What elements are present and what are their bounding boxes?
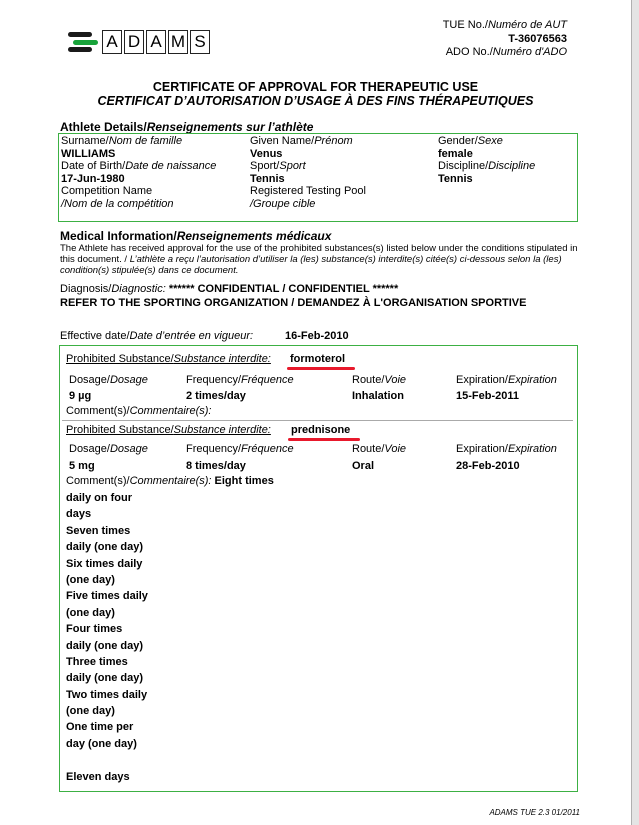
competition-label: Competition Name [61,185,153,197]
substance-separator [62,420,573,421]
comment-line: daily on four [66,492,132,504]
given-name-value: Venus [250,148,283,160]
substance-2-label: Prohibited Substance/Substance interdite: [66,424,271,436]
athlete-details-heading: Athlete Details/Renseignements sur l’athlète [60,120,314,134]
comments-2-label: Comment(s)/Commentaire(s): Eight times [66,475,274,487]
dob-label: Date of Birth/Date de naissance [61,160,217,172]
comment-line: (one day) [66,705,115,718]
expiration-2-label: Expiration/Expiration [456,443,557,455]
expiration-1-value: 15-Feb-2011 [456,390,519,402]
logo-letter: A [102,30,122,54]
dob-value: 17-Jun-1980 [61,173,125,185]
comments-2-text [66,490,148,785]
comment-line: Two times daily [66,688,148,701]
sport-value: Tennis [250,173,285,185]
substance-1-highlight [287,367,355,370]
comment-line: Three times [66,655,128,668]
discipline-value: Tennis [438,173,473,185]
gender-label: Gender/Sexe [438,135,503,147]
dosage-1-value: 9 µg [69,390,92,402]
substance-2-name: prednisone [291,424,351,436]
comment-line: day (one day) [66,737,137,750]
comments-1-label: Comment(s)/Commentaire(s): [66,405,212,417]
certificate-title-fr: CERTIFICAT D’AUTORISATION D’USAGE À DES FINS THÉRAPEUTIQUES [97,94,534,108]
expiration-2-value: 28-Feb-2010 [456,460,520,472]
discipline-label: Discipline/Discipline [438,160,536,172]
sport-label: Sport/Sport [250,160,306,172]
comment-line: Five times daily [66,590,148,603]
comment-line: (one day) [66,573,115,586]
surname-value: WILLIAMS [61,148,116,160]
route-1-label: Route/Voie [352,374,407,386]
tue-number-value: T-36076563 [508,33,567,45]
comment-line: days [66,508,92,521]
frequency-1-value: 2 times/day [186,390,246,402]
adams-logo-wordmark [102,30,212,54]
adams-logo [68,29,212,55]
frequency-2-label: Frequency/Fréquence [186,443,294,455]
frequency-1-label: Frequency/Fréquence [186,374,294,386]
refer-to-organization: REFER TO THE SPORTING ORGANIZATION / DEMANDEZ À L'ORGANISATION SPORTIVE [60,297,527,309]
ado-number-label: ADO No./Numéro d'ADO [445,46,567,58]
medical-info-paragraph: The Athlete has received approval for the use of the prohibited substances(s) listed below under the conditions stipulated in this document. / L’athlète a reçu l’autorisation d’utiliser la (les) substance(s) interdite(s) citée(s) ci-dessous selon la (les) condition(s) stipulée(s) dans ce document. [60,243,578,277]
comment-line: Six times daily [66,557,143,570]
route-1-value: Inhalation [352,390,404,402]
rtp-label-fr: /Groupe cible [250,198,316,210]
comment-line: daily (one day) [66,639,144,652]
substance-2-highlight [288,438,360,441]
dosage-1-label: Dosage/Dosage [69,374,148,386]
dosage-2-label: Dosage/Dosage [69,443,148,455]
competition-label-fr: /Nom de la compétition [61,198,174,210]
substance-1-name: formoterol [290,353,345,365]
substance-1-label: Prohibited Substance/Substance interdite: [66,353,271,365]
route-2-value: Oral [352,460,375,472]
gender-value: female [438,148,473,160]
adams-logo-icon [68,29,98,55]
medical-info-heading: Medical Information/Renseignements médicaux [60,229,332,243]
comment-line: One time per [66,721,134,734]
given-name-label: Given Name/Prénom [250,135,353,147]
expiration-1-label: Expiration/Expiration [456,374,557,386]
comment-line: Four times [66,623,123,636]
effective-date-value: 16-Feb-2010 [285,330,349,342]
comment-line: daily (one day) [66,672,144,685]
surname-label: Surname/Nom de famille [61,135,183,147]
diagnosis-line: Diagnosis/Diagnostic: ****** CONFIDENTIAL / CONFIDENTIEL ****** [60,283,399,295]
form-version-footer: ADAMS TUE 2.3 01/2011 [489,808,580,817]
logo-letter: M [168,30,188,54]
comment-line: daily (one day) [66,541,144,554]
frequency-2-value: 8 times/day [186,460,246,472]
comment-line: Seven times [66,524,131,537]
logo-letter: S [190,30,210,54]
route-2-label: Route/Voie [352,443,407,455]
effective-date-label: Effective date/Date d’entrée en vigueur: [60,330,254,342]
logo-letter: D [124,30,144,54]
logo-letter: A [146,30,166,54]
tue-number-label: TUE No./Numéro de AUT [442,19,567,31]
rtp-label: Registered Testing Pool [250,185,366,197]
comment-line [66,752,148,768]
comment-line: (one day) [66,606,115,619]
dosage-2-value: 5 mg [69,460,95,472]
certificate-title: CERTIFICATE OF APPROVAL FOR THERAPEUTIC USE [152,80,479,94]
comment-line: Eleven days [66,770,130,783]
